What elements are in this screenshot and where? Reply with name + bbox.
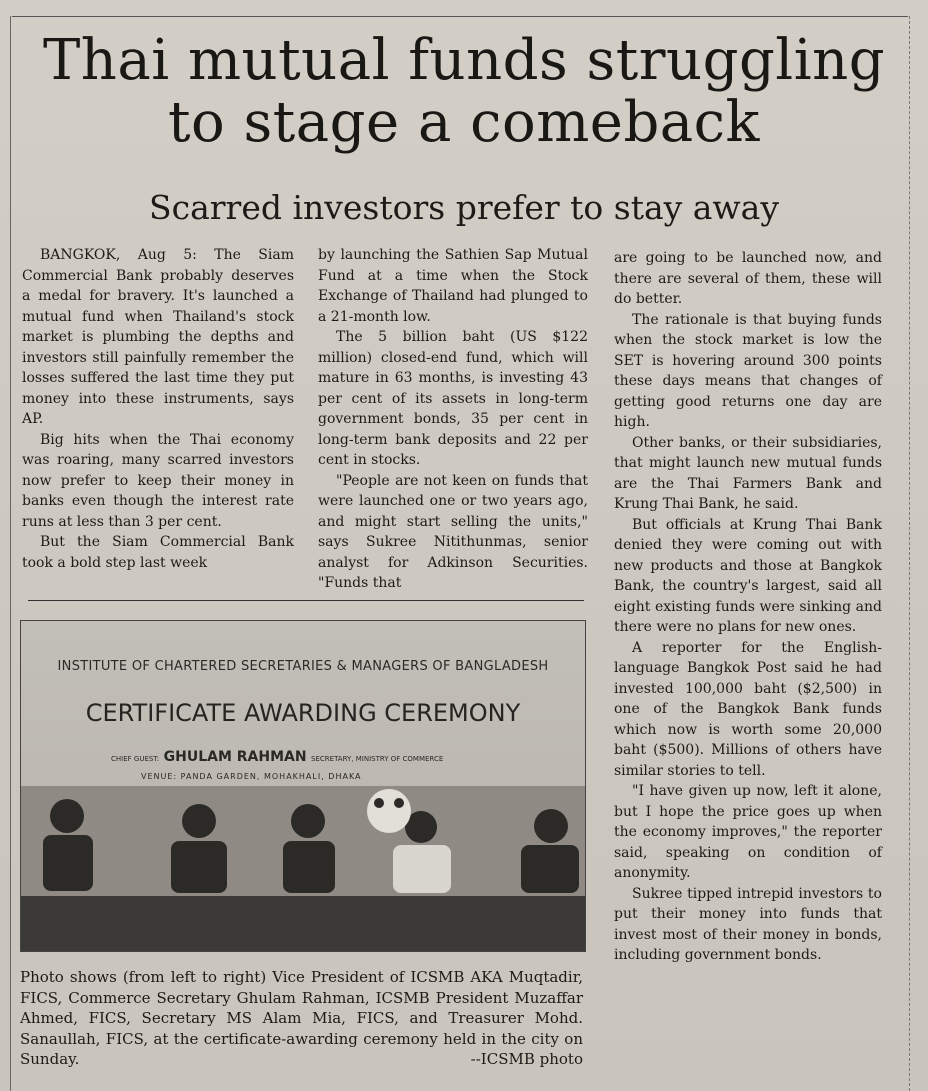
paragraph: The 5 billion baht (US $122 million) closed-end fund, which will mature in 63 months, is investing 43 per cent of its assets in long-term government bonds, 35 per cent in long-term bank deposits and 22 per cent in stocks. — [318, 329, 588, 468]
headline-line-2: to stage a comeback — [168, 90, 760, 155]
paragraph: The rationale is that buying funds when the stock market is low the SET is hovering around 300 points these days means that changes of getting good returns one day are high. — [614, 311, 882, 430]
paragraph: are going to be launched now, and there are several of them, these will do better. — [614, 250, 882, 307]
paragraph: BANGKOK, Aug 5: The Siam Commercial Bank probably deserves a medal for bravery. It's launched a mutual fund when Thailand's stock market is plumbing the depths and investors still painfully remember the losses suffered the last time they put money into these instruments, says AP. — [22, 247, 294, 427]
left-rule — [10, 16, 11, 1091]
paragraph: Sukree tipped intrepid investors to put their money into funds that invest most of their money in bonds, including government bonds. — [614, 885, 882, 963]
head-table — [21, 896, 585, 951]
caption-text: Photo shows (from left to right) Vice President of ICSMB AKA Muqtadir, FICS, Commerce Secretary Ghulam Rahman, ICSMB President Muzaffar Ahmed, FICS, Secretary MS Alam Mia, FICS, and Treasurer Mohd. Sanaullah, FICS, at the certificate-awarding ceremony held in the city on Sunday. — [20, 968, 583, 1068]
paragraph: by launching the Sathien Sap Mutual Fund at a time when the Stock Exchange of Thailand had plunged to a 21-month low. — [318, 247, 588, 325]
paragraph: Big hits when the Thai economy was roaring, many scarred investors now prefer to keep their money in banks even though the interest rate runs at less than 3 per cent. — [22, 431, 294, 530]
photo-divider — [28, 600, 584, 601]
headline — [0, 30, 928, 154]
banner-title: CERTIFICATE AWARDING CEREMONY — [85, 699, 521, 727]
chief-guest-role: SECRETARY, MINISTRY OF COMMERCE — [311, 755, 444, 763]
top-rule — [12, 16, 908, 17]
photo-caption — [20, 967, 583, 1070]
article-column-3 — [614, 248, 882, 966]
paragraph: But officials at Krung Thai Bank denied they were coming out with new products and those at Bangkok Bank, the country's largest, said all eight existing funds were sinking and there were no plans for new ones. — [614, 516, 882, 635]
paragraph: "I have given up now, left it alone, but I hope the price goes up when the economy improves," the reporter said, speaking on condition of anonymity. — [614, 783, 882, 881]
right-rule — [909, 16, 910, 1091]
banner-venue: VENUE: PANDA GARDEN, MOHAKHALI, DHAKA — [141, 772, 362, 781]
chief-guest-label: CHIEF GUEST: — [111, 755, 160, 763]
paragraph: But the Siam Commercial Bank took a bold step last week — [22, 534, 294, 571]
article-column-1 — [22, 245, 294, 573]
photo-credit: --ICSMB photo — [470, 1050, 583, 1068]
subheadline: Scarred investors prefer to stay away — [149, 188, 779, 227]
headline-line-1: Thai mutual funds struggling — [42, 28, 886, 93]
paragraph: "People are not keen on funds that were launched one or two years ago, and might start selling the units," says Sukree Nitithunmas, senior analyst for Adkinson Securities. "Funds that — [318, 472, 588, 591]
paragraph: A reporter for the English-language Bangkok Post said he had invested 100,000 baht ($2,500) in one of the Bangkok Bank funds which now is worth some 20,000 baht ($500). Millions of others have similar stories to tell. — [614, 639, 882, 779]
article-column-2 — [318, 245, 588, 594]
banner-institute: INSTITUTE OF CHARTERED SECRETARIES & MANAGERS OF BANGLADESH — [57, 659, 549, 674]
chief-guest-name: GHULAM RAHMAN — [163, 749, 307, 765]
ceremony-photo — [20, 620, 586, 952]
paragraph: Other banks, or their subsidiaries, that might launch new mutual funds are the Thai Farmers Bank and Krung Thai Bank, he said. — [614, 434, 882, 512]
